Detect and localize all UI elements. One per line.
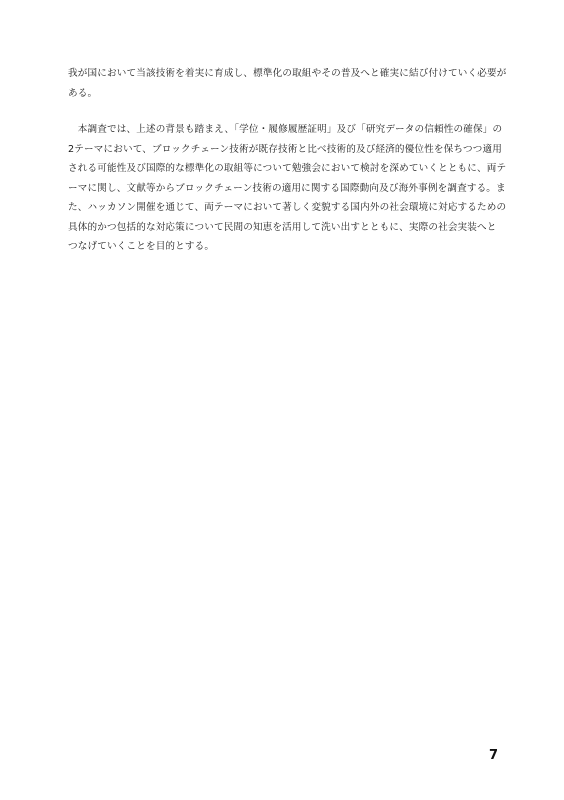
paragraph-2-line-3: される可能性及び国際的な標準化の取組等について勉強会において検討を深めていくとともに、両テ bbox=[68, 163, 507, 174]
paragraph-2-line-2: 2テーマにおいて、ブロックチェーン技術が既存技術と比べ技術的及び経済的優位性を保ちつつ適用 bbox=[68, 143, 503, 155]
paragraph-1-line-1: 我が国において当該技術を着実に育成し、標準化の取組やその普及へと確実に結び付けていく必要が bbox=[68, 68, 507, 79]
paragraph-1 bbox=[68, 64, 507, 103]
paragraph-1-line-2: ある。 bbox=[68, 87, 98, 99]
paragraph-2-line-4: ーマに関し、文献等からブロックチェーン技術の適用に関する国際動向及び海外事例を調査する。ま bbox=[68, 182, 506, 194]
paragraph-2-line-1: 本調査では、上述の背景も踏まえ、「学位・履修履歴証明」及び「研究データの信頼性の確保」の bbox=[68, 124, 503, 135]
page-number: 7 bbox=[489, 748, 499, 763]
paragraph-2-line-5: た、ハッカソン開催を通じて、両テーマにおいて著しく変貌する国内外の社会環境に対応するための bbox=[68, 202, 507, 213]
paragraph-2-line-6: 具体的かつ包括的な対応策について民間の知恵を活用して洗い出すとともに、実際の社会実装へと bbox=[68, 221, 497, 233]
paragraph-2-line-7: つなげていくことを目的とする。 bbox=[68, 241, 215, 252]
paragraph-2 bbox=[68, 120, 507, 257]
